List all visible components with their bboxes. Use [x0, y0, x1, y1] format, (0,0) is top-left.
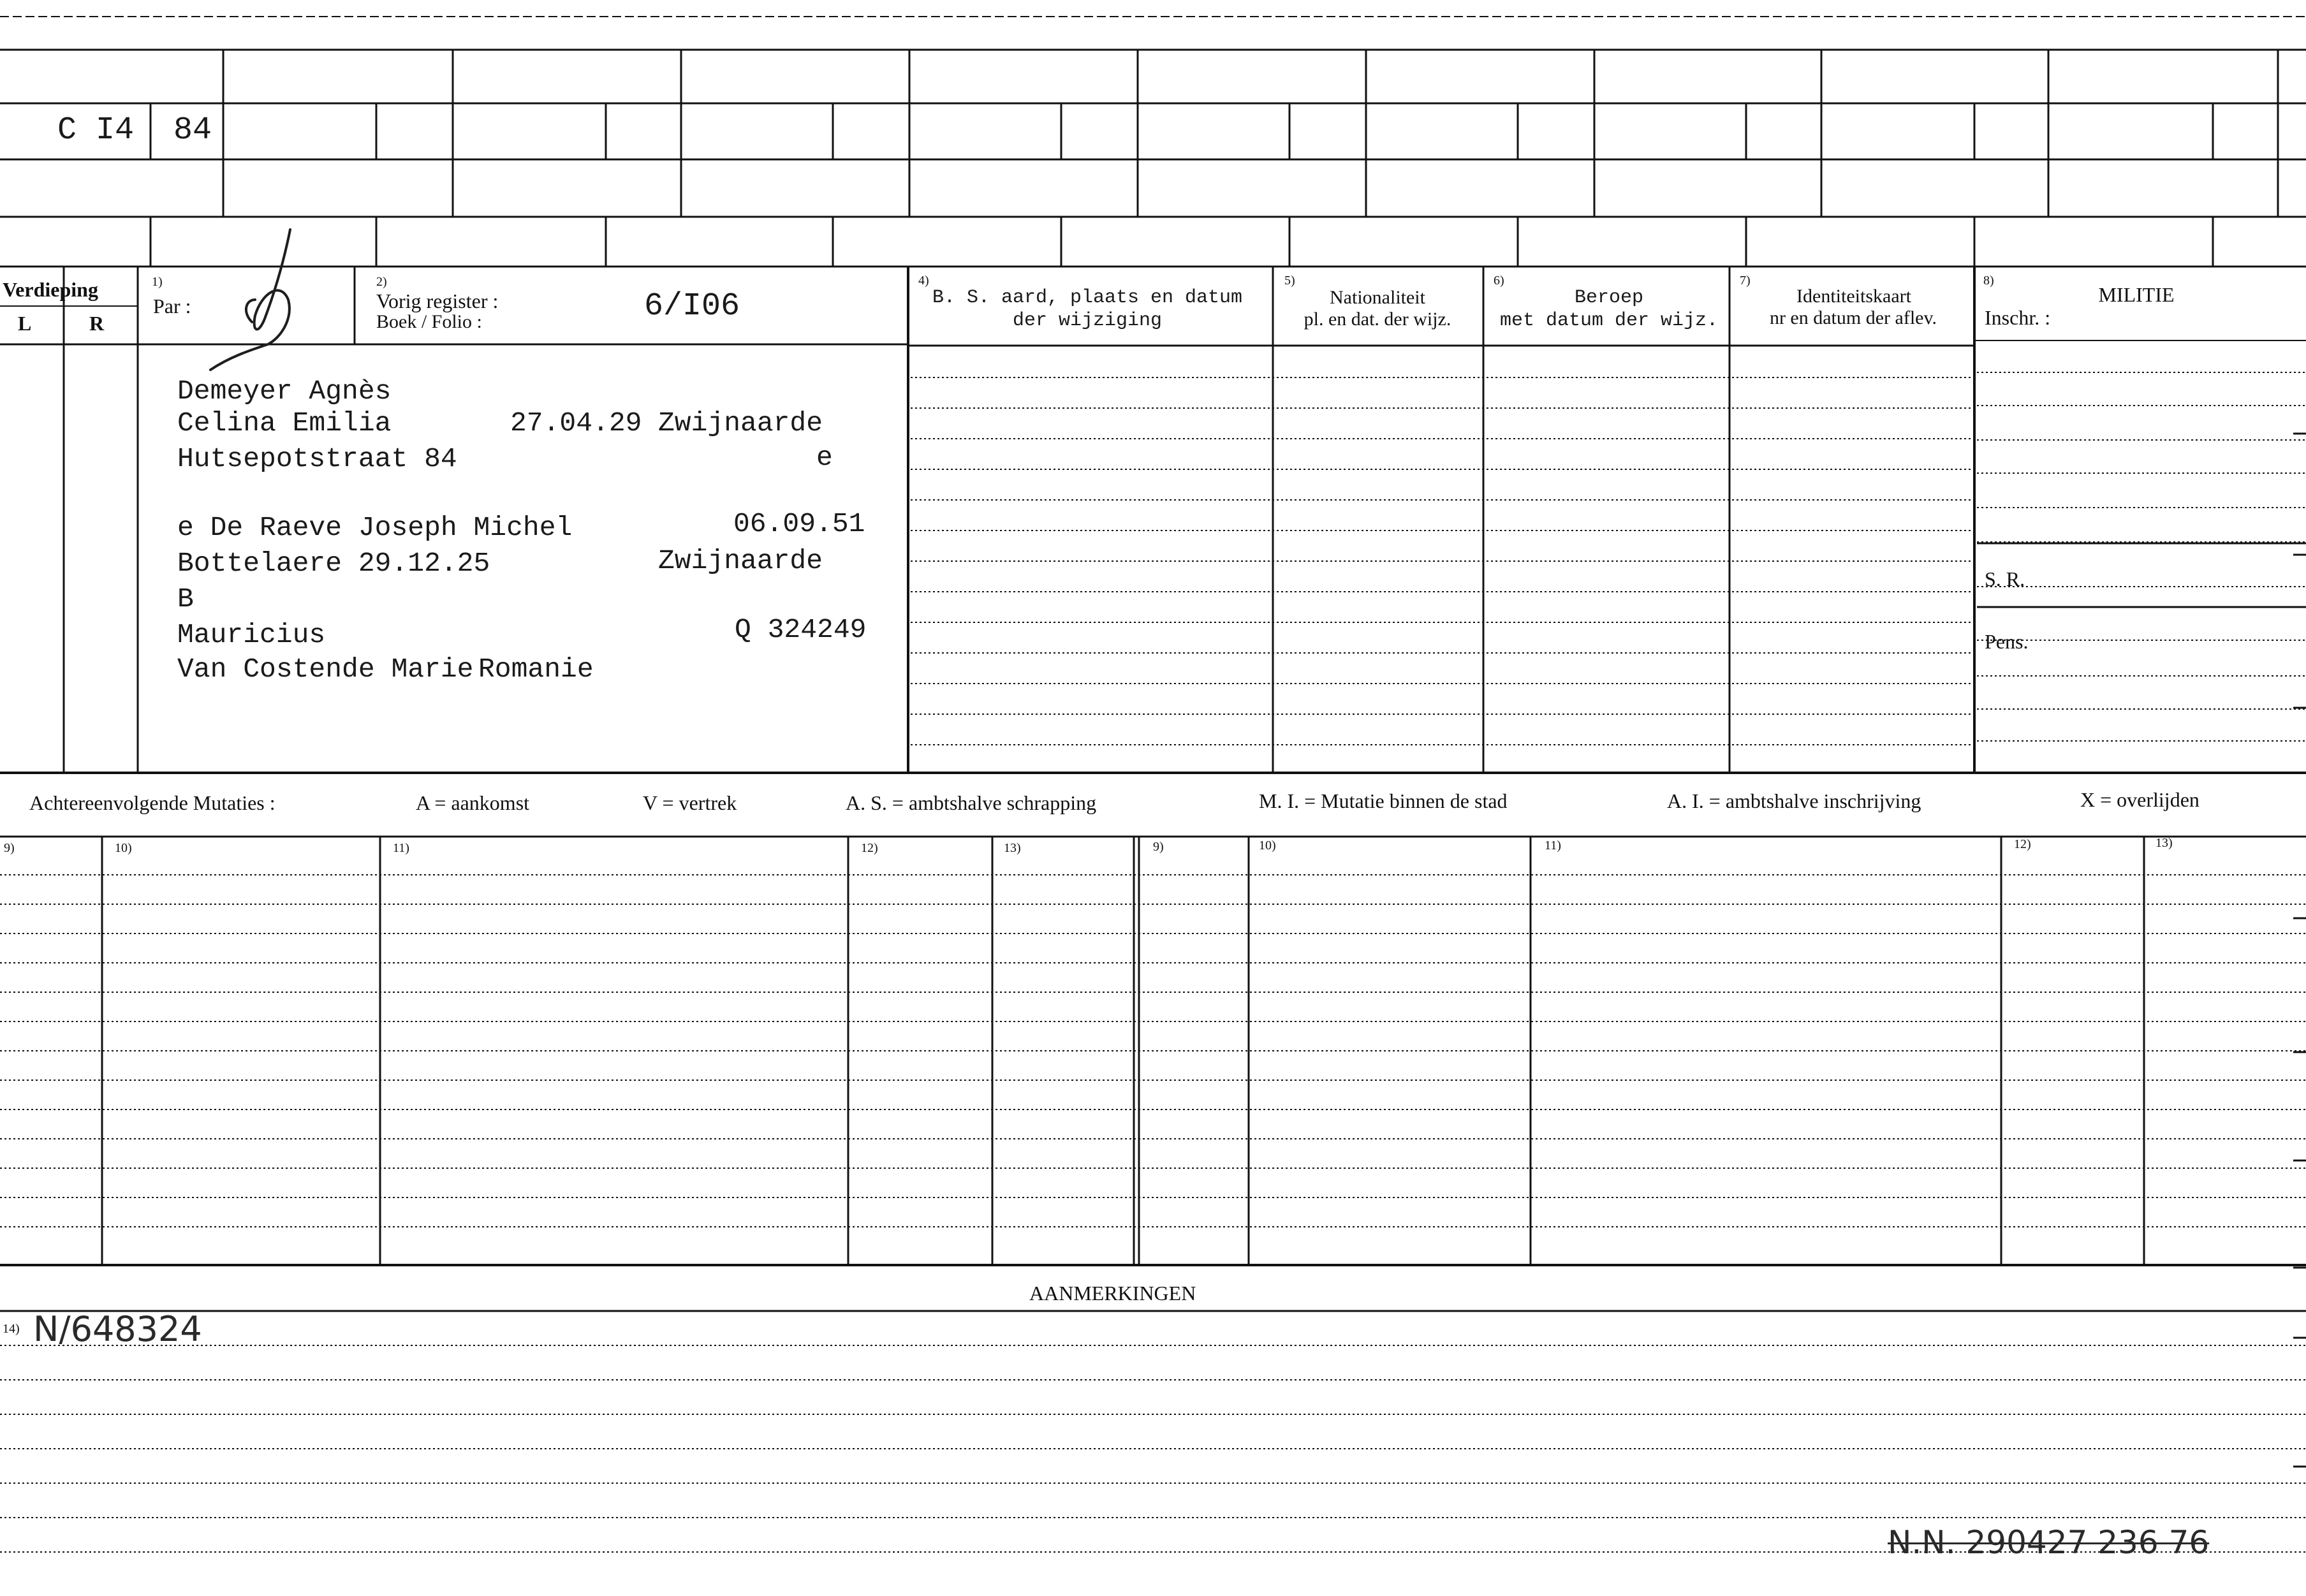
boek-folio-value: 6/I06	[644, 288, 740, 325]
record-marriage-place: Zwijnaarde	[658, 545, 823, 576]
field-number-2: 2)	[376, 275, 387, 289]
record-birth-date: 27.04.29	[510, 407, 642, 439]
boek-folio-label: Boek / Folio :	[376, 311, 482, 332]
mutatie-col-left-12: 12)	[861, 841, 878, 855]
sr-label: S. R.	[1985, 567, 2025, 590]
floor-right-label: R	[89, 312, 105, 335]
record-given-names: Celina Emilia	[177, 407, 392, 439]
militie-header: MILITIE	[2098, 283, 2175, 306]
mutatie-col-left-10: 10)	[115, 841, 132, 855]
field-number-4: 4)	[918, 274, 929, 288]
field-number-1: 1)	[152, 275, 163, 289]
floor-left-label: L	[18, 312, 32, 335]
mutatie-col-right-10: 10)	[1259, 838, 1276, 853]
mutatie-col-left-9: 9)	[4, 841, 15, 855]
field-number-8: 8)	[1983, 274, 1994, 288]
field-number-14: 14)	[3, 1322, 20, 1336]
identiteitskaart-header-line1: Identiteitskaart	[1796, 286, 1911, 307]
bs-header-line2: der wijziging	[1012, 310, 1163, 332]
beroep-header-line2: met datum der wijz.	[1499, 310, 1719, 332]
record-marriage-date: 06.09.51	[733, 508, 865, 539]
mutatie-col-left-13: 13)	[1004, 841, 1021, 855]
record-mother-given: Romanie	[478, 654, 594, 685]
field-number-7: 7)	[1740, 274, 1751, 288]
aanmerkingen-value: N/648324	[33, 1309, 202, 1349]
verdieping-label: Verdieping	[3, 278, 98, 301]
mutatie-legend-mi: M. I. = Mutatie binnen de stad	[1259, 789, 1508, 812]
mutatie-legend-as: A. S. = ambtshalve schrapping	[846, 791, 1097, 814]
record-nationality-code: B	[177, 583, 194, 615]
mutatie-legend-a: A = aankomst	[416, 791, 530, 814]
mutaties-title: Achtereenvolgende Mutaties :	[29, 791, 275, 814]
mutatie-legend-v: V = vertrek	[643, 791, 737, 814]
register-number: 84	[173, 112, 212, 149]
record-mother-name: Van Costende Marie	[177, 654, 474, 685]
mutatie-col-left-11: 11)	[393, 841, 409, 855]
record-spouse-name: e De Raeve Joseph Michel	[177, 512, 573, 543]
record-birth-place: Zwijnaarde	[658, 407, 823, 439]
national-number: N.N. 290427 236 76	[1888, 1524, 2210, 1561]
aanmerkingen-title: AANMERKINGEN	[1029, 1282, 1196, 1305]
nationaliteit-header-line2: pl. en dat. der wijz.	[1304, 309, 1451, 330]
mutatie-col-right-13: 13)	[2155, 836, 2173, 850]
inschr-label: Inschr. :	[1985, 306, 2051, 329]
identiteitskaart-header-line2: nr en datum der aflev.	[1769, 307, 1937, 328]
field-number-6: 6)	[1494, 274, 1504, 288]
par-label: Par :	[153, 295, 191, 318]
record-surname: Demeyer Agnès	[177, 376, 392, 407]
beroep-header-line1: Beroep	[1574, 287, 1644, 309]
record-address: Hutsepotstraat 84	[177, 443, 457, 474]
field-number-5: 5)	[1284, 274, 1295, 288]
mutatie-col-right-11: 11)	[1545, 838, 1561, 853]
mutatie-col-right-12: 12)	[2014, 837, 2031, 851]
record-first-name-note: Mauricius	[177, 619, 326, 650]
mutatie-legend-ai: A. I. = ambtshalve inschrijving	[1667, 789, 1921, 812]
record-id-code: Q 324249	[735, 614, 867, 645]
mutatie-col-right-9: 9)	[1153, 840, 1164, 854]
record-address-mark: e	[816, 442, 833, 473]
nationaliteit-header-line1: Nationaliteit	[1330, 287, 1425, 308]
pens-label: Pens.	[1985, 630, 2029, 653]
vorig-register-label: Vorig register :	[376, 289, 499, 312]
register-code: C I4	[57, 112, 135, 149]
bs-header-line1: B. S. aard, plaats en datum	[932, 287, 1243, 309]
mutatie-legend-x: X = overlijden	[2080, 788, 2200, 811]
record-spouse-birth: Bottelaere 29.12.25	[177, 548, 490, 579]
